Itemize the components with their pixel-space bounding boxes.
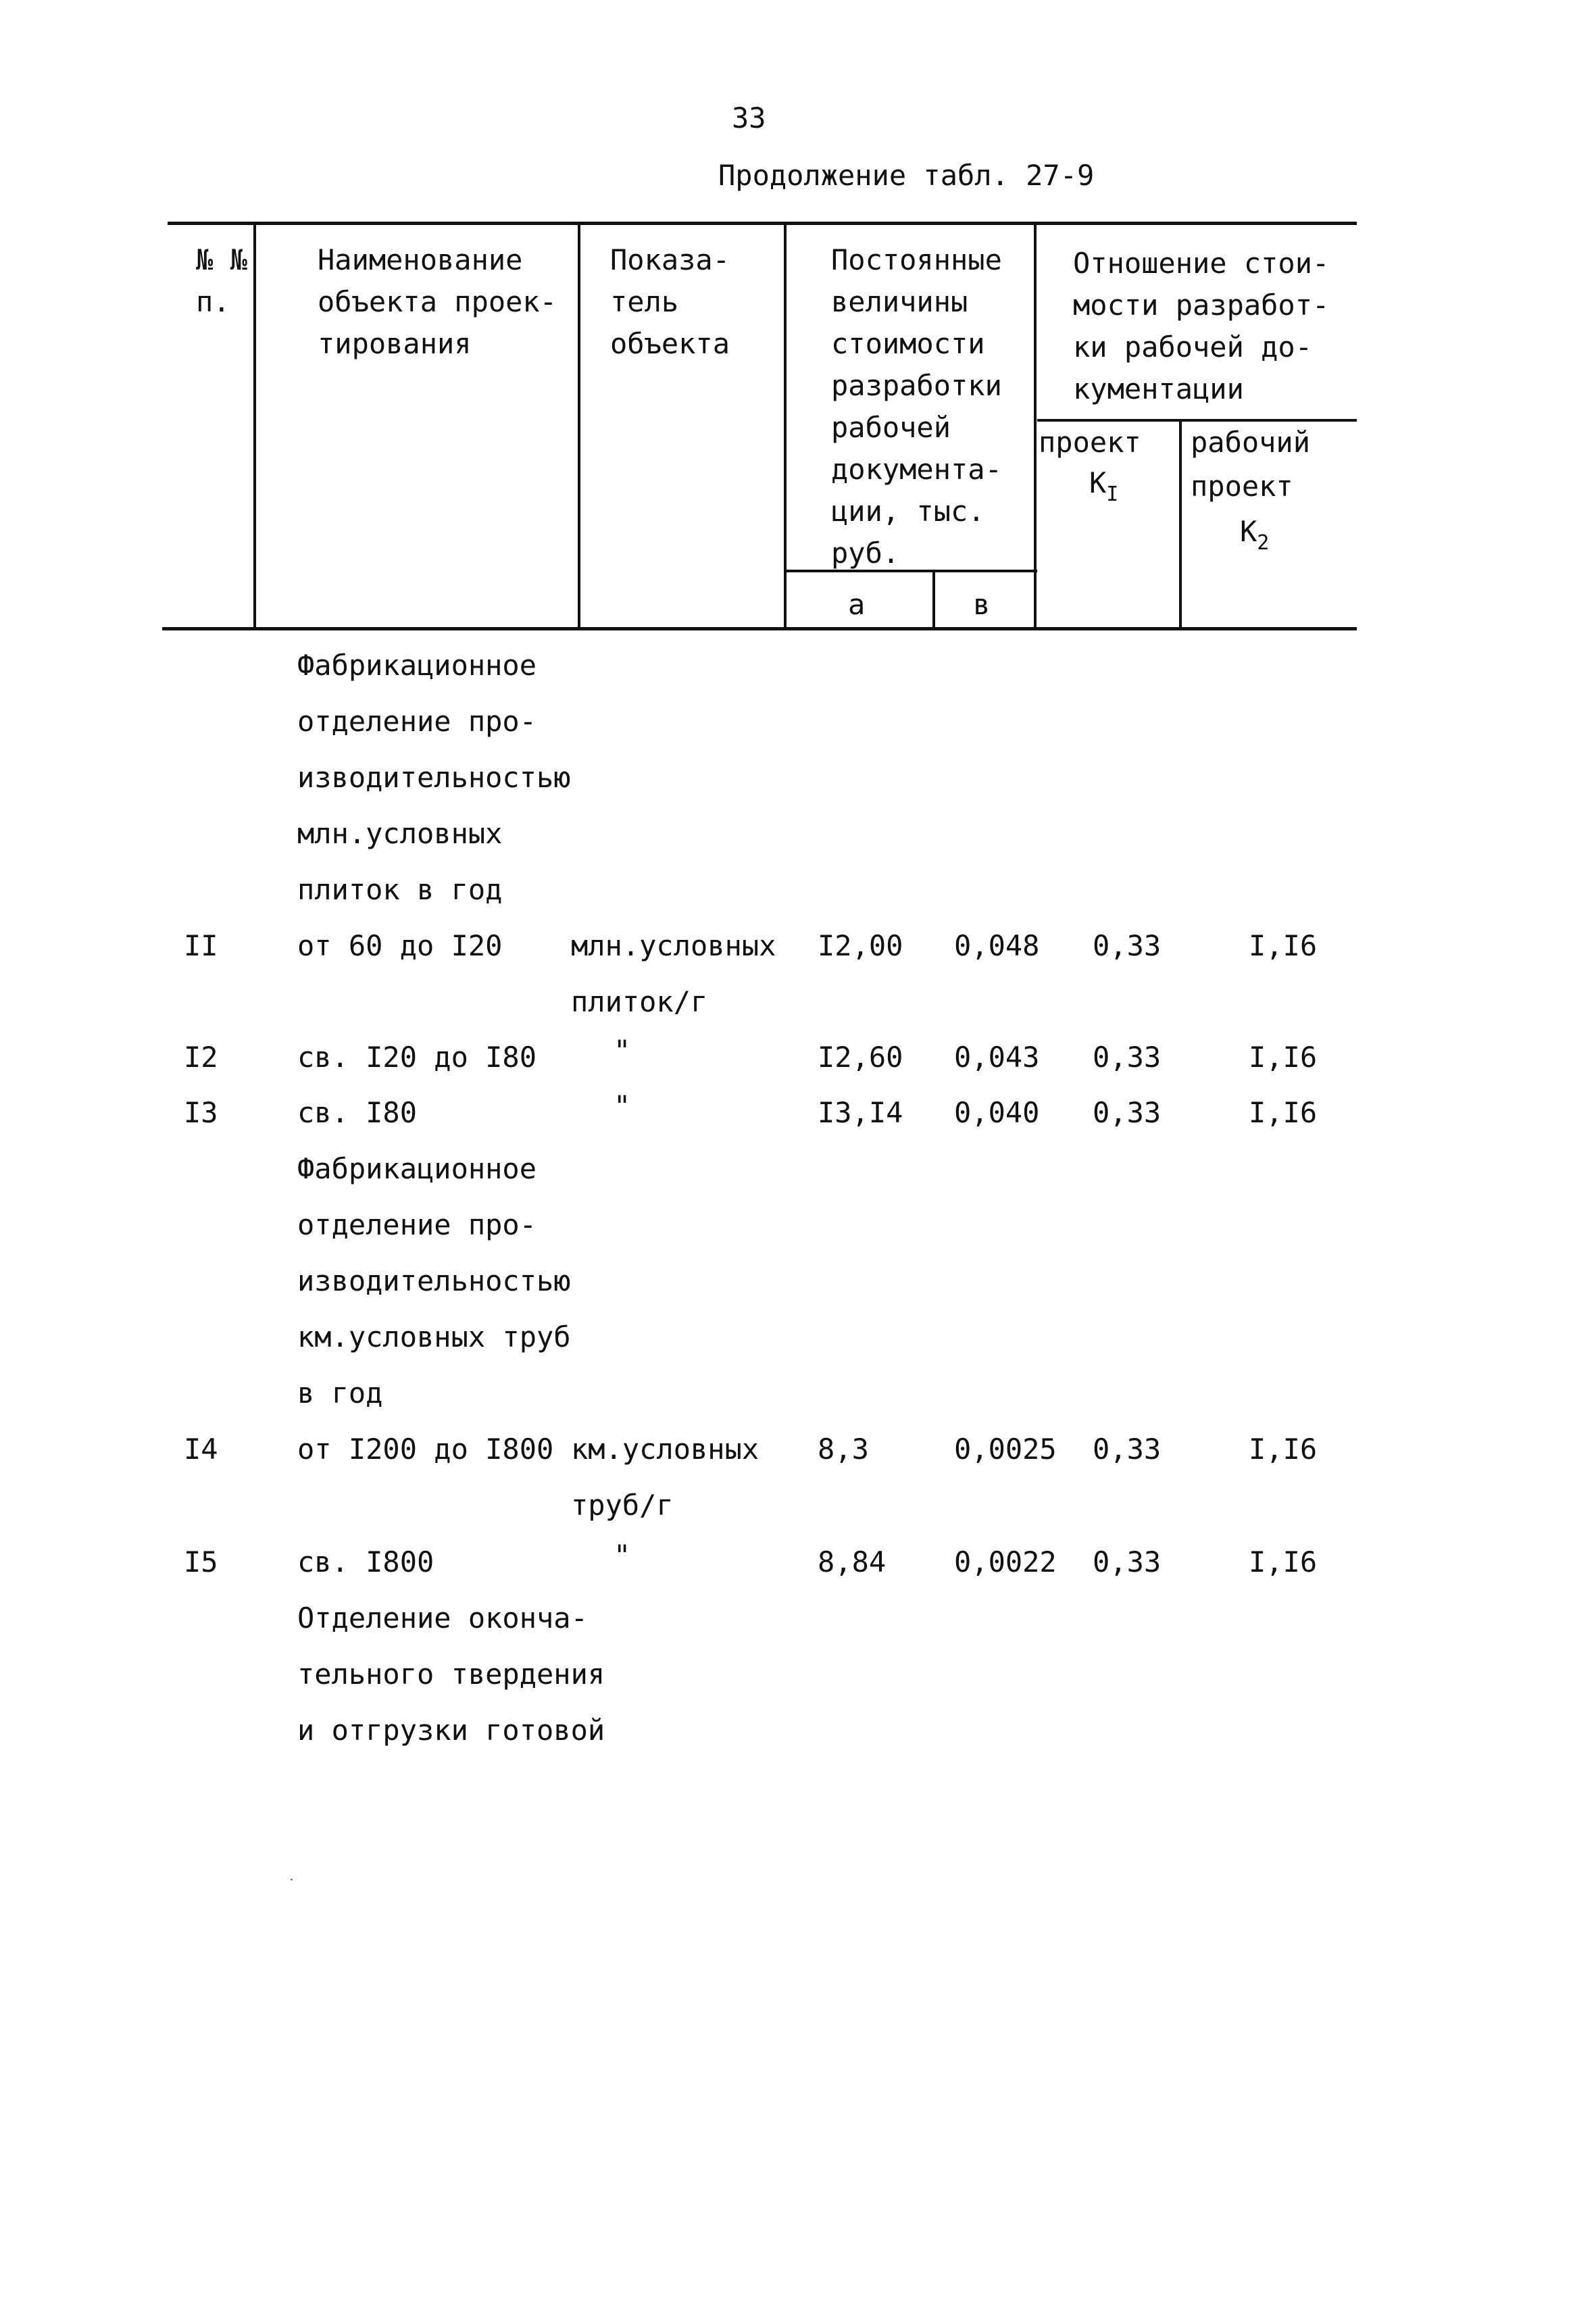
row-a: 8,84 <box>818 1545 887 1578</box>
header-name-line-3: тирования <box>318 327 472 360</box>
row-name: св. I20 до I80 <box>297 1041 537 1074</box>
row-k2: I,I6 <box>1249 929 1318 962</box>
row-num: I2 <box>184 1041 218 1074</box>
row-b: 0,048 <box>954 929 1040 962</box>
row-b: 0,040 <box>954 1096 1040 1129</box>
section-2-line-3: изводительностью <box>297 1264 571 1297</box>
header-const-line-4: разработки <box>831 369 1002 402</box>
row-k1: 0,33 <box>1093 1041 1162 1074</box>
row-b: 0,043 <box>954 1041 1040 1074</box>
row-k1: 0,33 <box>1093 1545 1162 1578</box>
col-divider-3 <box>784 223 787 628</box>
header-top-rule <box>168 222 1357 225</box>
row-name: св. I80 <box>297 1096 418 1129</box>
section-1-line-5: плиток в год <box>297 873 503 906</box>
row-k1: 0,33 <box>1093 1433 1162 1466</box>
section-1-line-3: изводительностью <box>297 761 571 794</box>
row-name: от I200 до I800 <box>297 1433 554 1466</box>
section-2-line-2: отделение про- <box>297 1208 537 1241</box>
row-k2: I,I6 <box>1249 1433 1318 1466</box>
row-indicator: млн.условных <box>571 929 776 962</box>
header-indicator-line-1: Показа- <box>610 243 730 276</box>
ratio-divider-rule <box>1037 419 1357 422</box>
scan-speck <box>291 1878 293 1881</box>
row-a: I2,00 <box>818 929 903 962</box>
header-indicator-line-2: тель <box>610 285 679 318</box>
header-ratio-line-4: кументации <box>1073 372 1244 405</box>
row-name: св. I800 <box>297 1545 434 1578</box>
header-const-line-7: ции, тыс. <box>831 495 985 528</box>
header-const-line-2: величины <box>831 285 968 318</box>
header-const-line-8: руб. <box>831 537 900 570</box>
header-name-line-2: объекта проек- <box>318 285 557 318</box>
header-k1-symbol: $К_I$ <box>1089 466 1119 506</box>
row-k2: I,I6 <box>1249 1545 1318 1578</box>
header-const-line-1: Постоянные <box>831 243 1002 276</box>
row-num: II <box>184 929 218 962</box>
row-k1: 0,33 <box>1093 929 1162 962</box>
page-number: 33 <box>732 101 766 134</box>
section-2-line-1: Фабрикационное <box>297 1152 537 1185</box>
section-1-line-4: млн.условных <box>297 817 503 850</box>
header-name-line-1: Наименование <box>318 243 523 276</box>
row-name: от 60 до I20 <box>297 929 503 962</box>
const-divider-rule <box>785 570 1037 572</box>
section-3-line-3: и отгрузки готовой <box>297 1714 605 1747</box>
row-k2: I,I6 <box>1249 1096 1318 1129</box>
row-indicator: " <box>614 1034 631 1067</box>
header-const-line-3: стоимости <box>831 327 985 360</box>
row-num: I3 <box>184 1096 218 1129</box>
section-3-line-2: тельного твердения <box>297 1658 605 1691</box>
header-ratio-line-3: ки рабочей до- <box>1073 330 1313 364</box>
row-indicator: км.условных <box>571 1433 759 1466</box>
header-k2-symbol: $К_2$ <box>1240 515 1270 555</box>
row-num: I5 <box>184 1545 218 1578</box>
col-divider-ab <box>932 571 935 628</box>
header-ratio-line-1: Отношение стои- <box>1073 247 1330 280</box>
table-caption: Продолжение табл. 27-9 <box>718 159 1095 192</box>
col-divider-2 <box>578 223 580 628</box>
col-divider-1 <box>253 223 256 628</box>
row-indicator-cont: плиток/г <box>571 985 708 1018</box>
section-1-line-1: Фабрикационное <box>297 649 537 682</box>
row-b: 0,0022 <box>954 1545 1057 1578</box>
header-num-line-1: № № <box>196 243 247 276</box>
row-k1: 0,33 <box>1093 1096 1162 1129</box>
header-bottom-rule <box>162 627 1357 630</box>
header-const-a: а <box>848 588 866 621</box>
header-ratio-line-2: мости разработ- <box>1073 289 1330 322</box>
header-const-b: в <box>973 588 991 621</box>
col-divider-5 <box>1179 420 1182 628</box>
header-const-line-5: рабочей <box>831 411 951 444</box>
row-a: I3,I4 <box>818 1096 903 1129</box>
section-3-line-1: Отделение оконча- <box>297 1601 588 1635</box>
row-b: 0,0025 <box>954 1433 1057 1466</box>
header-k1-label: проект <box>1039 426 1141 459</box>
row-a: 8,3 <box>818 1433 869 1466</box>
row-indicator-cont: труб/г <box>571 1489 674 1522</box>
header-indicator-line-3: объекта <box>610 327 730 360</box>
row-num: I4 <box>184 1433 218 1466</box>
section-1-line-2: отделение про- <box>297 705 537 738</box>
row-indicator: " <box>614 1089 631 1122</box>
row-a: I2,60 <box>818 1041 903 1074</box>
header-num-line-2: п. <box>196 285 230 318</box>
header-const-line-6: документа- <box>831 453 1002 486</box>
row-k2: I,I6 <box>1249 1041 1318 1074</box>
section-2-line-5: в год <box>297 1376 383 1410</box>
col-divider-4 <box>1034 223 1037 628</box>
section-2-line-4: км.условных труб <box>297 1320 571 1353</box>
header-k2-line-2: проект <box>1191 470 1293 503</box>
row-indicator: " <box>614 1539 631 1572</box>
header-k2-line-1: рабочий <box>1191 426 1311 459</box>
